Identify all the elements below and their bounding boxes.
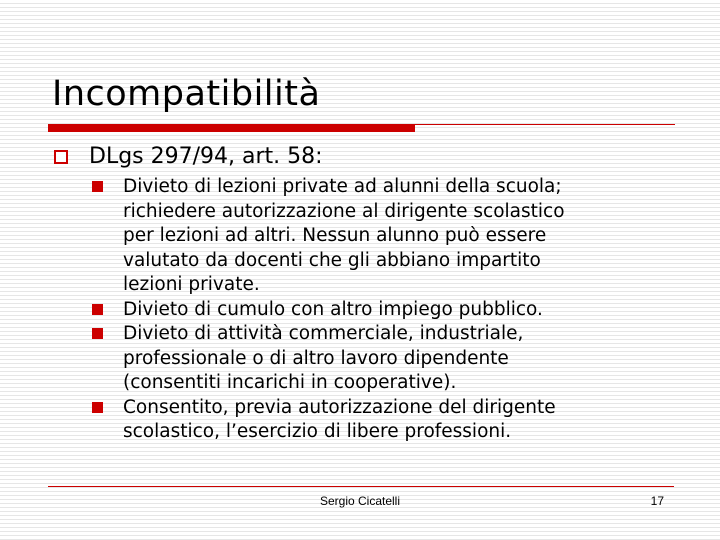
sub-bullet-list [92, 175, 672, 445]
sub-bullet-item [92, 298, 672, 323]
main-bullet-point [54, 143, 323, 171]
slide-title: Incompatibilità [52, 74, 321, 114]
sub-bullet-item [92, 175, 672, 298]
hollow-square-icon [54, 150, 68, 164]
page-number: 17 [650, 494, 664, 508]
main-point-text: DLgs 297/94, art. 58: [89, 144, 323, 169]
sub-bullet-text: Divieto di cumulo con altro impiego pubblico. [123, 298, 543, 320]
filled-square-icon [92, 304, 103, 315]
sub-bullet-text: Consentito, previa autorizzazione del dirigente scolastico, l’esercizio di libere professioni. [123, 396, 556, 442]
filled-square-icon [92, 181, 103, 192]
sub-bullet-text: Divieto di lezioni private ad alunni della scuola; richiedere autorizzazione al dirigente scolastico per lezioni ad altri. Nessun alunno può essere valutato da docenti che gli abbiano impartito lezioni private. [123, 176, 565, 295]
title-underline-accent [48, 124, 415, 132]
footer-divider [48, 486, 674, 487]
sub-bullet-item [92, 396, 672, 445]
footer-author: Sergio Cicatelli [319, 494, 401, 508]
filled-square-icon [92, 402, 103, 413]
sub-bullet-text: Divieto di attività commerciale, industriale, professionale o di altro lavoro dipendente (consentiti incarichi in cooperative). [123, 323, 524, 393]
title-underline-rule [415, 124, 675, 125]
filled-square-icon [92, 328, 103, 339]
sub-bullet-item [92, 322, 672, 396]
